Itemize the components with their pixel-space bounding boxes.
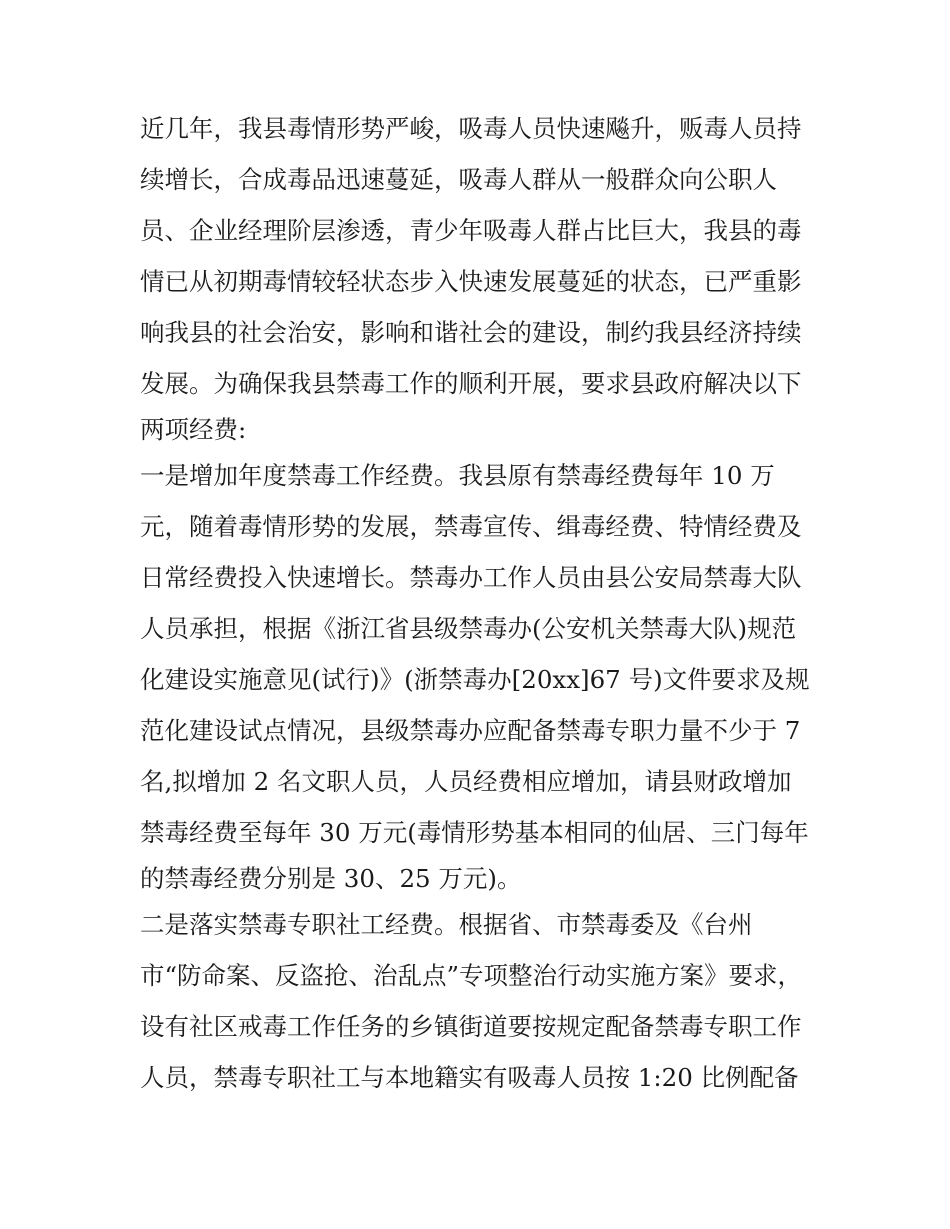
text-line: 范化建设试点情况，县级禁毒办应配备禁毒专职力量不少于 7 bbox=[140, 716, 801, 745]
text-line: 员、企业经理阶层渗透，青少年吸毒人群占比巨大，我县的毒 bbox=[140, 216, 802, 245]
text-line: 人员，禁毒专职社工与本地籍实有吸毒人员按 1:20 比例配备 bbox=[140, 1063, 799, 1092]
text-line: 续增长，合成毒品迅速蔓延，吸毒人群从一般群众向公职人 bbox=[140, 165, 777, 194]
text-line: 日常经费投入快速增长。禁毒办工作人员由县公安局禁毒大队 bbox=[140, 563, 802, 592]
text-line: 二是落实禁毒专职社工经费。根据省、市禁毒委及《台州 bbox=[140, 910, 753, 939]
text-line: 响我县的社会治安，影响和谐社会的建设，制约我县经济持续 bbox=[140, 318, 802, 347]
text-line: 两项经费: bbox=[140, 415, 247, 444]
text-line: 情已从初期毒情较轻状态步入快速发展蔓延的状态，已严重影 bbox=[140, 267, 802, 296]
text-line: 化建设实施意见(试行)》(浙禁毒办[20xx]67 号)文件要求及规 bbox=[140, 665, 810, 694]
text-line: 近几年，我县毒情形势严峻，吸毒人员快速飚升，贩毒人员持 bbox=[140, 114, 802, 143]
text-line: 设有社区戒毒工作任务的乡镇街道要按规定配备禁毒专职工作 bbox=[140, 1012, 802, 1041]
text-line: 人员承担，根据《浙江省县级禁毒办(公安机关禁毒大队)规范 bbox=[140, 614, 797, 643]
text-line: 名,拟增加 2 名文职人员，人员经费相应增加，请县财政增加 bbox=[140, 767, 792, 796]
document-body bbox=[140, 103, 820, 1103]
text-line: 的禁毒经费分别是 30、25 万元)。 bbox=[140, 864, 522, 893]
text-line: 一是增加年度禁毒工作经费。我县原有禁毒经费每年 10 万 bbox=[140, 461, 775, 490]
text-line: 禁毒经费至每年 30 万元(毒情形势基本相同的仙居、三门每年 bbox=[140, 818, 809, 847]
text-line: 市“防命案、反盗抢、治乱点”专项整治行动实施方案》要求， bbox=[140, 961, 803, 990]
text-line: 发展。为确保我县禁毒工作的顺利开展，要求县政府解决以下 bbox=[140, 369, 802, 398]
text-line: 元，随着毒情形势的发展，禁毒宣传、缉毒经费、特情经费及 bbox=[140, 512, 802, 541]
